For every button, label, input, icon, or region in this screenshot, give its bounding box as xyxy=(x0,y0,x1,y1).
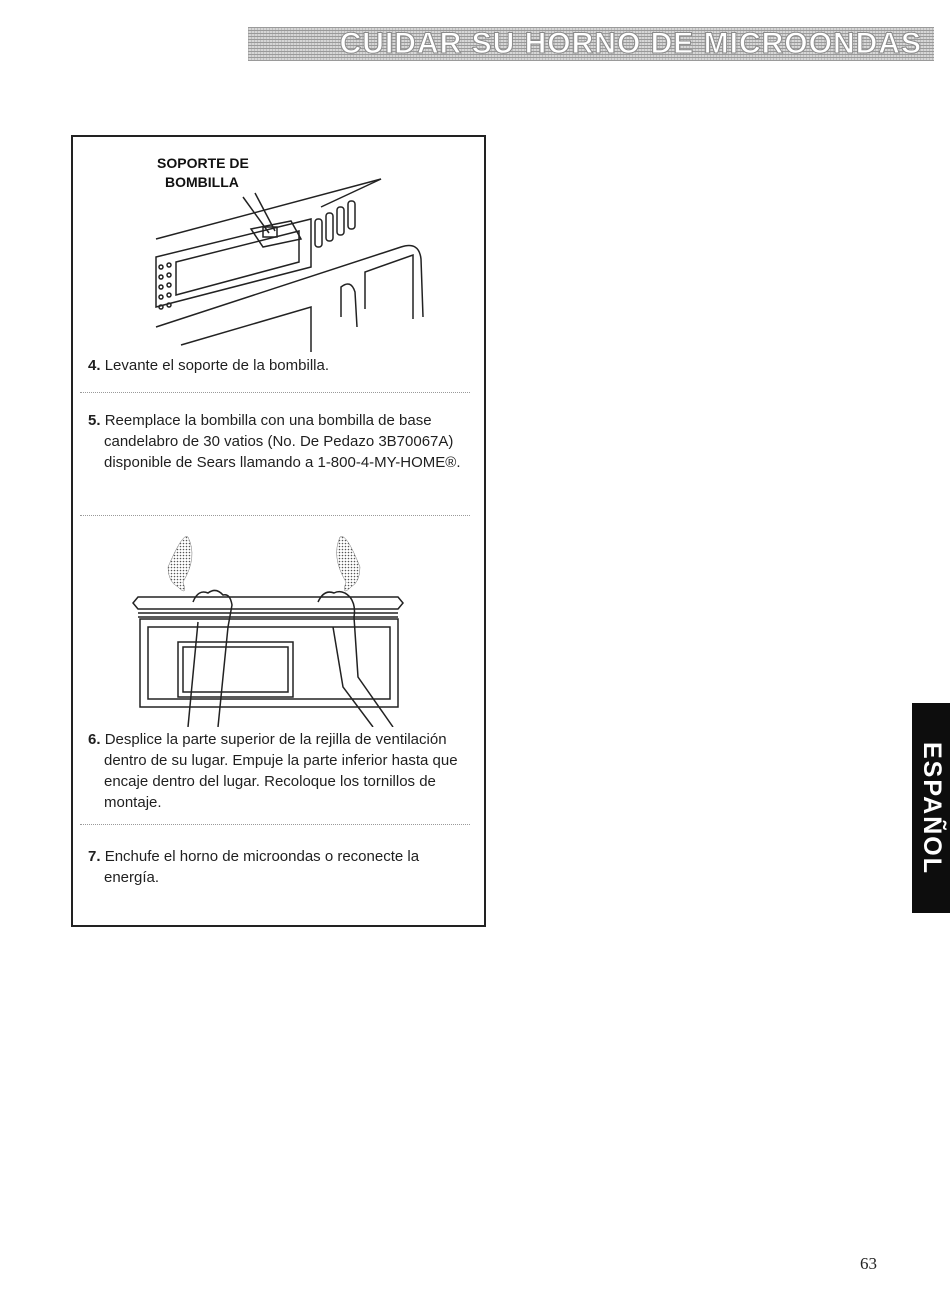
step-7 xyxy=(88,846,474,888)
step-5 xyxy=(88,410,474,473)
step-4 xyxy=(88,355,473,376)
language-label: ESPAÑOL xyxy=(917,741,946,875)
vent-grille-illustration xyxy=(128,527,418,727)
rotate-arrow-icon xyxy=(337,536,360,591)
step-4-text: Levante el soporte de la bombilla. xyxy=(104,357,329,374)
step-6-number: 6. xyxy=(88,731,101,748)
instruction-box xyxy=(71,135,486,927)
rotate-arrow-icon xyxy=(168,536,192,591)
bulb-bracket-illustration xyxy=(151,167,431,352)
separator xyxy=(80,824,470,825)
page-number: 63 xyxy=(860,1254,877,1273)
figure1-label-line2: BOMBILLA xyxy=(165,174,239,190)
language-side-tab xyxy=(912,703,950,913)
figure1-label-line1: SOPORTE DE xyxy=(157,155,249,171)
step-5-number: 5. xyxy=(88,412,101,429)
section-header-title: CUIDAR SU HORNO DE MICROONDAS xyxy=(339,27,922,60)
separator xyxy=(80,392,470,393)
step-6-text: Desplice la parte superior de la rejilla de ventilación dentro de su lugar. Empuje la parte inferior hasta que encaje dentro del lugar. Recoloque los tornillos de montaje. xyxy=(104,731,458,811)
step-5-text: Reemplace la bombilla con una bombilla de base candelabro de 30 vatios (No. De Pedazo 3B70067A) disponible de Sears llamando a 1-800-4-MY-HOME®. xyxy=(104,412,461,471)
section-header-band xyxy=(248,27,934,61)
step-7-text: Enchufe el horno de microondas o reconecte la energía. xyxy=(104,848,420,886)
step-4-number: 4. xyxy=(88,357,101,374)
separator xyxy=(80,515,470,516)
step-6 xyxy=(88,729,474,813)
step-7-number: 7. xyxy=(88,848,101,865)
